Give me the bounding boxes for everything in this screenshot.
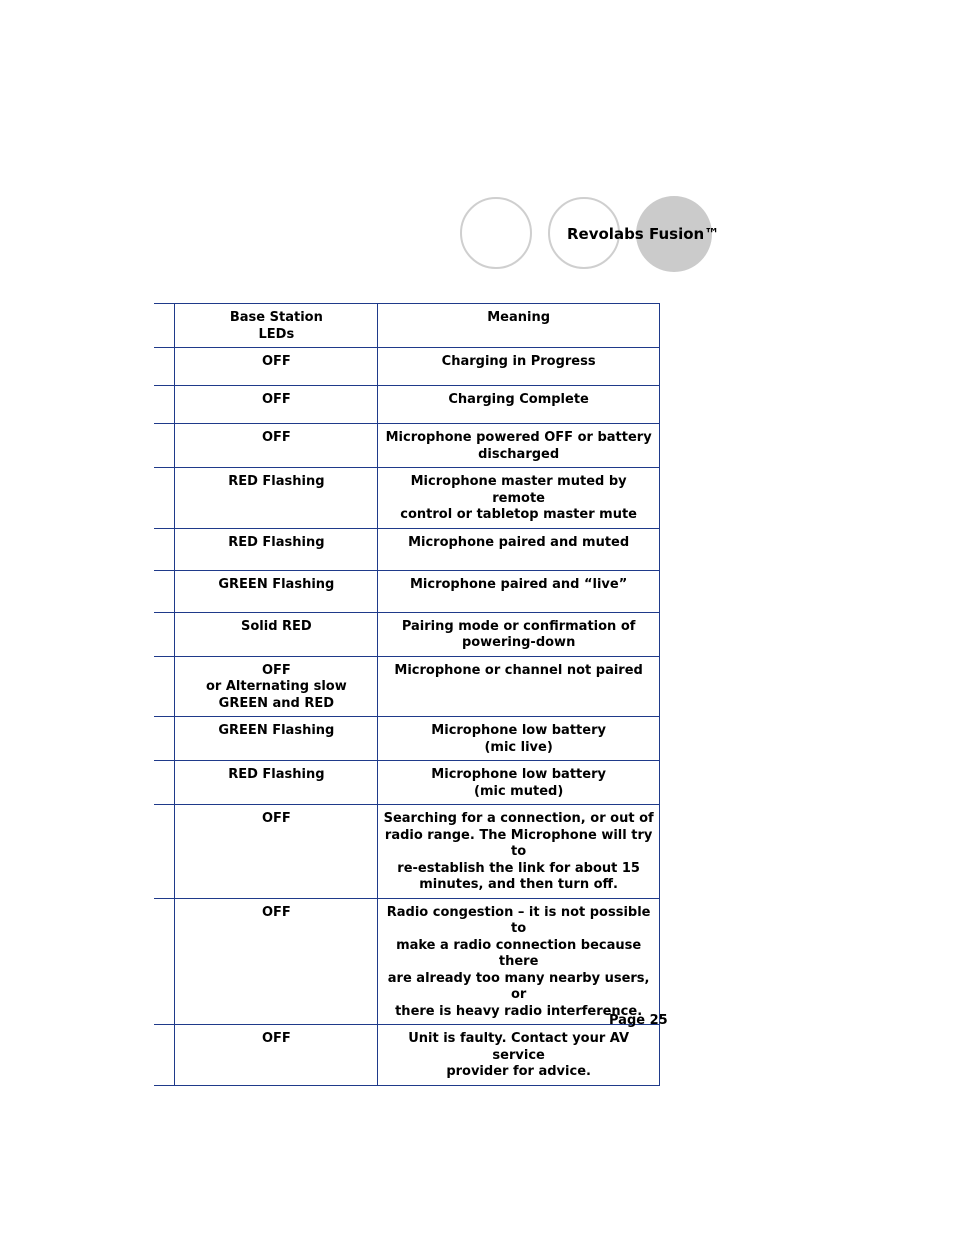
led-status-table <box>154 303 660 1086</box>
led-state-cell: RED Flashing <box>175 761 378 805</box>
led-state-cell: GREEN Flashing <box>175 570 378 612</box>
table-row <box>154 717 660 761</box>
meaning-cell: Microphone master muted by remote control or tabletop master mute <box>378 468 660 529</box>
led-column-header: Base Station LEDs <box>175 304 378 348</box>
led-icon-cell <box>154 570 175 612</box>
led-state-cell: GREEN Flashing <box>175 717 378 761</box>
meaning-cell: Microphone low battery (mic live) <box>378 717 660 761</box>
led-state-cell: OFF <box>175 386 378 424</box>
table-row <box>154 761 660 805</box>
led-state-cell: OFF <box>175 898 378 1025</box>
led-state-cell: OFF or Alternating slow GREEN and RED <box>175 656 378 717</box>
meaning-cell: Microphone low battery (mic muted) <box>378 761 660 805</box>
meaning-cell: Charging Complete <box>378 386 660 424</box>
table-header-row <box>154 304 660 348</box>
led-state-cell: RED Flashing <box>175 468 378 529</box>
led-icon-cell <box>154 386 175 424</box>
led-icon-cell <box>154 528 175 570</box>
led-icon-cell <box>154 1025 175 1086</box>
table-row <box>154 656 660 717</box>
led-icon-cell <box>154 468 175 529</box>
led-state-cell: OFF <box>175 348 378 386</box>
table-row <box>154 898 660 1025</box>
led-icon-cell <box>154 612 175 656</box>
table-row <box>154 805 660 899</box>
table-row <box>154 468 660 529</box>
led-state-cell: OFF <box>175 805 378 899</box>
table-row <box>154 424 660 468</box>
led-icon-cell <box>154 348 175 386</box>
led-state-cell: OFF <box>175 1025 378 1086</box>
led-icon-cell <box>154 898 175 1025</box>
meaning-cell: Pairing mode or confirmation of powering-down <box>378 612 660 656</box>
led-state-cell: OFF <box>175 424 378 468</box>
page-number: Page 25 <box>609 1013 668 1028</box>
decorative-circle-1 <box>460 197 532 269</box>
led-state-cell: RED Flashing <box>175 528 378 570</box>
header-brand: Revolabs Fusion™ <box>567 225 720 243</box>
meaning-cell: Microphone paired and muted <box>378 528 660 570</box>
meaning-column-header: Meaning <box>378 304 660 348</box>
table-row <box>154 612 660 656</box>
meaning-cell: Radio congestion – it is not possible to make a radio connection because there are already too many nearby users, or there is heavy radio interference. <box>378 898 660 1025</box>
table-row <box>154 528 660 570</box>
table-row <box>154 1025 660 1086</box>
led-icon-cell <box>154 717 175 761</box>
table-row <box>154 570 660 612</box>
table-row <box>154 386 660 424</box>
led-icon-cell <box>154 761 175 805</box>
meaning-cell: Searching for a connection, or out of radio range. The Microphone will try to re-establish the link for about 15 minutes, and then turn off. <box>378 805 660 899</box>
led-icon-cell <box>154 424 175 468</box>
meaning-cell: Microphone or channel not paired <box>378 656 660 717</box>
icon-column-header <box>154 304 175 348</box>
meaning-cell: Unit is faulty. Contact your AV service provider for advice. <box>378 1025 660 1086</box>
meaning-cell: Charging in Progress <box>378 348 660 386</box>
meaning-cell: Microphone paired and “live” <box>378 570 660 612</box>
table-row <box>154 348 660 386</box>
meaning-cell: Microphone powered OFF or battery discharged <box>378 424 660 468</box>
led-icon-cell <box>154 656 175 717</box>
led-icon-cell <box>154 805 175 899</box>
led-state-cell: Solid RED <box>175 612 378 656</box>
